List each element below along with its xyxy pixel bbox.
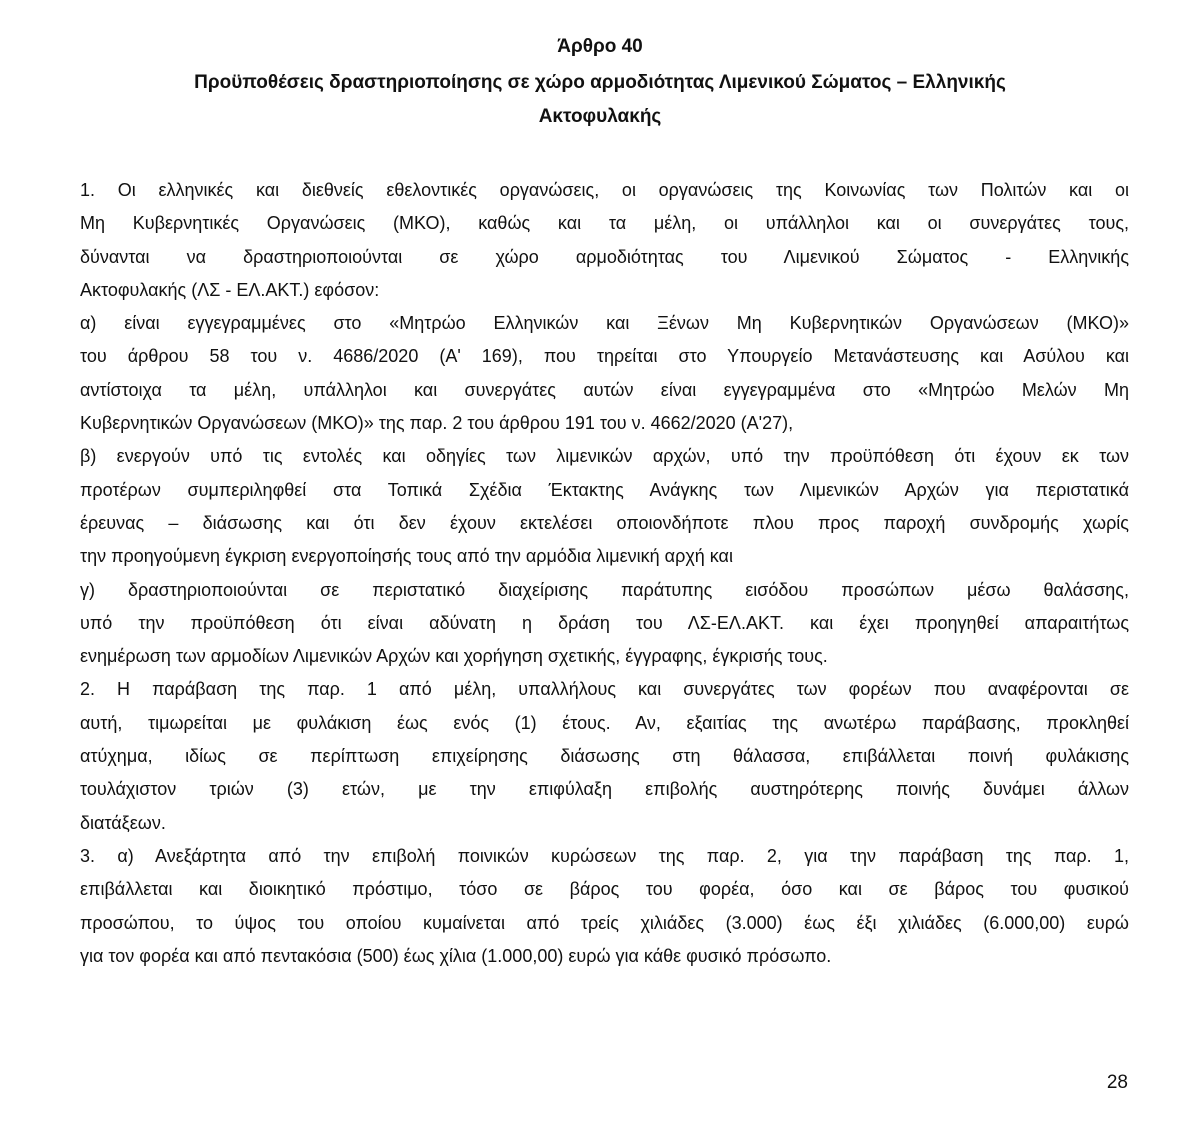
text-line: δύνανται να δραστηριοποιούνται σε χώρο αρμοδιότητας του Λιμενικού Σώματος - Ελληνικής bbox=[80, 246, 1129, 267]
text-line: ενημέρωση των αρμοδίων Λιμενικών Αρχών και χορήγηση σχετικής, έγγραφης, έγκρισής τους. bbox=[80, 646, 828, 667]
text-line: έρευνας – διάσωσης και ότι δεν έχουν εκτελέσει οποιονδήποτε πλου προς παροχή συνδρομής χωρίς bbox=[80, 512, 1129, 533]
text-line: αντίστοιχα τα μέλη, υπάλληλοι και συνεργάτες αυτών είναι εγγεγραμμένα στο «Μητρώο Μελών Μη bbox=[80, 379, 1129, 400]
text-line: του άρθρου 58 του ν. 4686/2020 (Α' 169), που τηρείται στο Υπουργείο Μετανάστευσης και Ασύλου και bbox=[80, 346, 1129, 367]
text-line: προσώπου, το ύψος του οποίου κυμαίνεται από τρείς χιλιάδες (3.000) έως έξι χιλιάδες (6.000,00) ευρώ bbox=[80, 912, 1129, 933]
article-heading: Άρθρο 40 bbox=[557, 36, 643, 57]
paragraph bbox=[80, 440, 1129, 573]
text-line: για τον φορέα και από πεντακόσια (500) έως χίλια (1.000,00) ευρώ για κάθε φυσικό πρόσωπο. bbox=[80, 945, 832, 966]
paragraph bbox=[80, 574, 1129, 674]
paragraph bbox=[80, 174, 1129, 307]
paragraph bbox=[80, 307, 1129, 440]
text-line: 1. Οι ελληνικές και διεθνείς εθελοντικές οργανώσεις, οι οργανώσεις της Κοινωνίας των Πολιτών και οι bbox=[80, 180, 1129, 200]
page-number: 28 bbox=[1106, 1072, 1128, 1093]
paragraph bbox=[80, 840, 1129, 973]
text-line: 2. Η παράβαση της παρ. 1 από μέλη, υπαλλήλους και συνεργάτες των φορέων που αναφέρονται σε bbox=[80, 679, 1129, 700]
text-line: Μη Κυβερνητικές Οργανώσεις (ΜΚΟ), καθώς και τα μέλη, οι υπάλληλοι και οι συνεργάτες τους, bbox=[80, 213, 1129, 234]
text-line: Ακτοφυλακής (ΛΣ - ΕΛ.ΑΚΤ.) εφόσον: bbox=[80, 279, 380, 300]
text-line: τουλάχιστον τριών (3) ετών, με την επιφύλαξη επιβολής αυστηρότερης ποινής δυνάμει άλλων bbox=[80, 779, 1129, 800]
paragraph bbox=[80, 673, 1129, 839]
text-line: την προηγούμενη έγκριση ενεργοποίησής τους από την αρμόδια λιμενική αρχή και bbox=[80, 546, 733, 567]
text-line: επιβάλλεται και διοικητικό πρόστιμο, τόσο σε βάρος του φορέα, όσο και σε βάρος του φυσικού bbox=[80, 879, 1129, 900]
text-line: διατάξεων. bbox=[80, 812, 166, 833]
text-line: ατύχημα, ιδίως σε περίπτωση επιχείρησης διάσωσης στη θάλασσα, επιβάλλεται ποινή φυλάκισης bbox=[80, 746, 1129, 767]
text-line: προτέρων συμπεριληφθεί στα Τοπικά Σχέδια Έκτακτης Ανάγκης των Λιμενικών Αρχών για περιστατικά bbox=[80, 479, 1129, 500]
article-title-line: Προϋποθέσεις δραστηριοποίησης σε χώρο αρμοδιότητας Λιμενικού Σώματος – Ελληνικής bbox=[194, 72, 1006, 93]
text-line: β) ενεργούν υπό τις εντολές και οδηγίες των λιμενικών αρχών, υπό την προϋπόθεση ότι έχουν εκ των bbox=[80, 446, 1129, 467]
text-line: 3. α) Ανεξάρτητα από την επιβολή ποινικών κυρώσεων της παρ. 2, για την παράβαση της παρ. 1, bbox=[80, 845, 1129, 866]
text-line: γ) δραστηριοποιούνται σε περιστατικό διαχείρισης παράτυπης εισόδου προσώπων μέσω θαλάσσης, bbox=[80, 579, 1129, 600]
text-line: α) είναι εγγεγραμμένες στο «Μητρώο Ελληνικών και Ξένων Μη Κυβερνητικών Οργανώσεων (ΜΚΟ)» bbox=[80, 313, 1129, 334]
text-line: αυτή, τιμωρείται με φυλάκιση έως ενός (1) έτους. Αν, εξαιτίας της ανωτέρω παράβασης, προκληθεί bbox=[80, 712, 1129, 733]
article-body bbox=[80, 174, 1129, 973]
text-line: υπό την προϋπόθεση ότι είναι αδύνατη η δράση του ΛΣ-ΕΛ.ΑΚΤ. και έχει προηγηθεί απαραιτήτως bbox=[80, 612, 1129, 633]
article-title-line: Ακτοφυλακής bbox=[538, 106, 662, 127]
text-line: Κυβερνητικών Οργανώσεων (ΜΚΟ)» της παρ. 2 του άρθρου 191 του ν. 4662/2020 (Α'27), bbox=[80, 413, 794, 434]
